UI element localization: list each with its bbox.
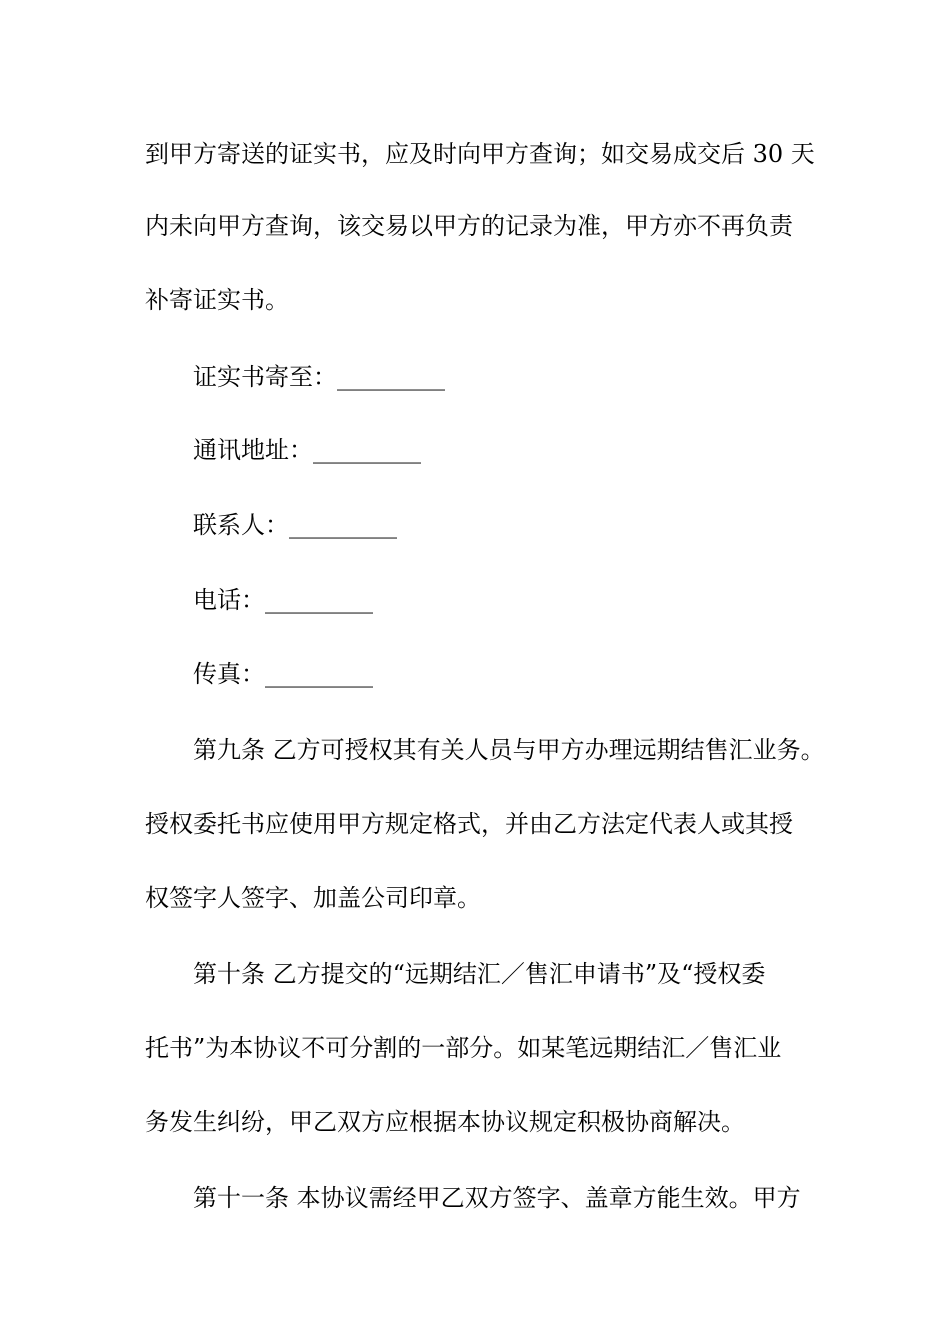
paragraph-line: 到甲方寄送的证实书，应及时向甲方查询；如交易成交后 30 天 <box>145 140 815 168</box>
field-blank: _________ <box>337 363 445 391</box>
field-label: 通讯地址： <box>193 436 313 464</box>
article-9-line: 权签字人签字、加盖公司印章。 <box>145 884 481 912</box>
field-row-certificate-recipient <box>193 362 873 392</box>
paragraph-line: 内未向甲方查询，该交易以甲方的记录为准，甲方亦不再负责 <box>145 212 793 240</box>
article-11-line: 第十一条 本协议需经甲乙双方签字、盖章方能生效。甲方 <box>193 1184 801 1212</box>
field-label: 证实书寄至： <box>193 363 337 391</box>
article-9-line: 第九条 乙方可授权其有关人员与甲方办理远期结售汇业务。 <box>193 736 825 764</box>
article-10-line: 务发生纠纷，甲乙双方应根据本协议规定积极协商解决。 <box>145 1108 745 1136</box>
field-row-contact <box>193 510 873 540</box>
field-blank: _________ <box>313 436 421 464</box>
field-row-phone <box>193 585 873 615</box>
article-9-line: 授权委托书应使用甲方规定格式，并由乙方法定代表人或其授 <box>145 810 793 838</box>
paragraph-line: 补寄证实书。 <box>145 286 289 314</box>
field-label: 传真： <box>193 660 265 688</box>
field-row-address <box>193 435 873 465</box>
article-10-line: 托书”为本协议不可分割的一部分。如某笔远期结汇／售汇业 <box>145 1034 782 1062</box>
field-blank: _________ <box>265 586 373 614</box>
field-label: 电话： <box>193 586 265 614</box>
article-10-line: 第十条 乙方提交的“远期结汇／售汇申请书”及“授权委 <box>193 960 766 988</box>
field-label: 联系人： <box>193 511 289 539</box>
field-blank: _________ <box>265 660 373 688</box>
field-blank: _________ <box>289 511 397 539</box>
field-row-fax <box>193 659 873 689</box>
